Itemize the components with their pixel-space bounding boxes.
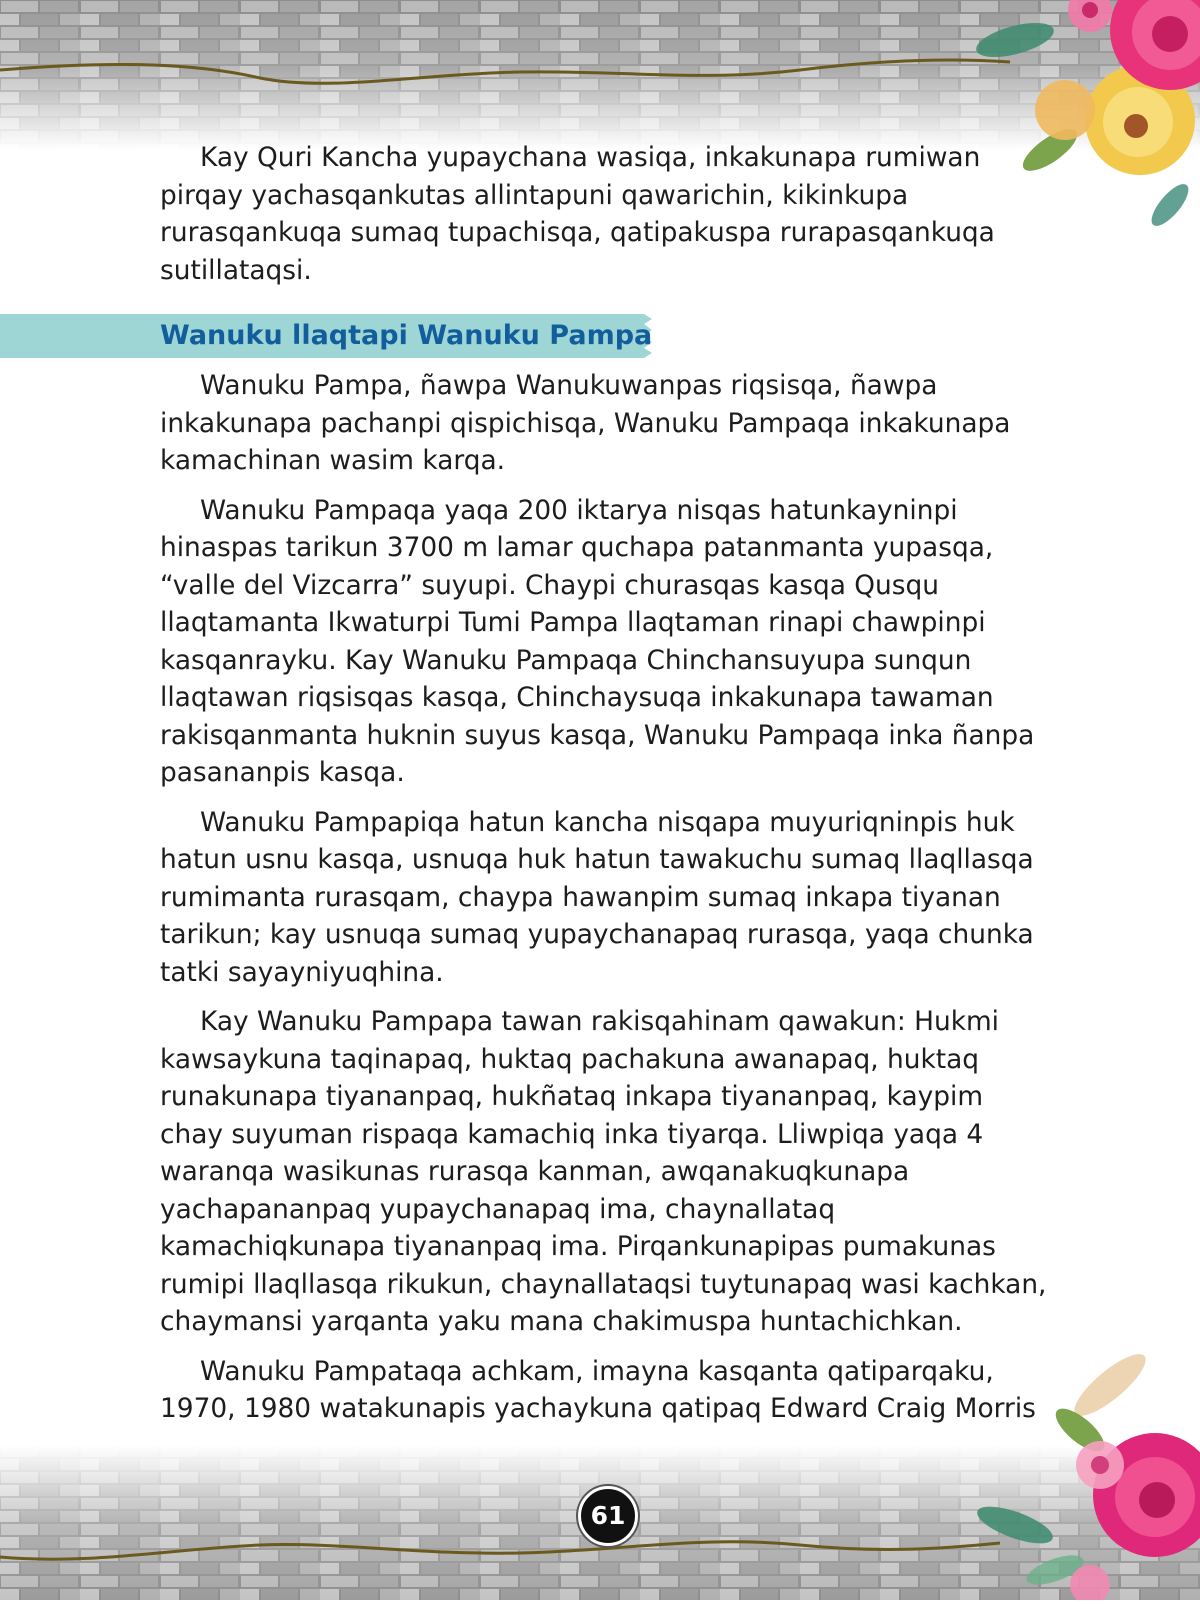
section-paragraph-2: Wanuku Pampaqa yaqa 200 iktarya nisqas hatunkayninpi hinaspas tarikun 3700 m lamar quchapa patanmanta yupasqa, “valle del Vizcarra” suyupi. Chaypi churasqas kasqa Qusqu llaqtamanta Ikwaturpi Tumi Pampa llaqtaman rinapi chawpinpi kasqanrayku. Kay Wanuku Pampaqa Chinchansuyupa sunqun llaqtawan riqsisqas kasqa, Chinchaysuqa inkakunapa tawaman rakisqanmanta huknin suyus kasqa, Wanuku Pampaqa inka ñanpa pasananpis kasqa.: [160, 494, 1035, 788]
intro-paragraph: Kay Quri Kancha yupaychana wasiqa, inkakunapa rumiwan pirqay yachasqankutas allintapuni qawarichin, kikinkupa rurasqankuqa sumaq tupachisqa, qatipakuspa rurapasqankuqa sutillataqsi.: [160, 142, 995, 286]
flower-bouquet-icon: [960, 1345, 1200, 1600]
section-heading: Wanuku llaqtapi Wanuku Pampa: [160, 320, 653, 351]
section-paragraph-3: Wanuku Pampapiqa hatun kancha nisqapa muyuriqninpis huk hatun usnu kasqa, usnuqa huk hatun tawakuchu sumaq llaqllasqa rumimanta rurasqam, chaypa hawanpim sumaq inkapa tiyanan tarikun; kay usnuqa sumaq yupaychanapaq rurasqa, yaqa chunka tatki sayayniyuqhina.: [160, 806, 1034, 988]
intro-text-block: [160, 139, 1050, 289]
section-paragraph-4: Kay Wanuku Pampapa tawan rakisqahinam qawakun: Hukmi kawsaykuna taqinapaq, huktaq pachakuna awanapaq, huktaq runakunapa tiyananpaq, hukñataq inkapa tiyananpaq, kaypim chay suyuman rispaqa kamachiq inka tiyarqa. Lliwpiqa yaqa 4 waranqa wasikunas rurasqa kanman, awqanakuqkunapa yachapananpaq yupaychanapaq ima, chaynallataq kamachiqkunapa tiyananpaq ima. Pirqankunapipas pumakunas rumipi llaqllasqa rikukun, chaynallataqsi tuytunapaq wasi kachkan, chaymansi yarqanta yaku mana chakimuspa huntachichkan.: [160, 1006, 1047, 1337]
section-paragraph-1: Wanuku Pampa, ñawpa Wanukuwanpas riqsisqa, ñawpa inkakunapa pachanpi qispichisqa, Wanuku Pampaqa inkakunapa kamachinan wasim karqa.: [160, 370, 1011, 476]
section-paragraph-5: Wanuku Pampataqa achkam, imayna kasqanta qatiparqaku, 1970, 1980 watakunapis yachaykuna qatipaq Edward Craig Morris: [160, 1355, 1036, 1424]
section-body: [160, 367, 1050, 1428]
page-number-badge: 61: [578, 1486, 638, 1546]
bottom-flower-decoration: [960, 1345, 1200, 1600]
